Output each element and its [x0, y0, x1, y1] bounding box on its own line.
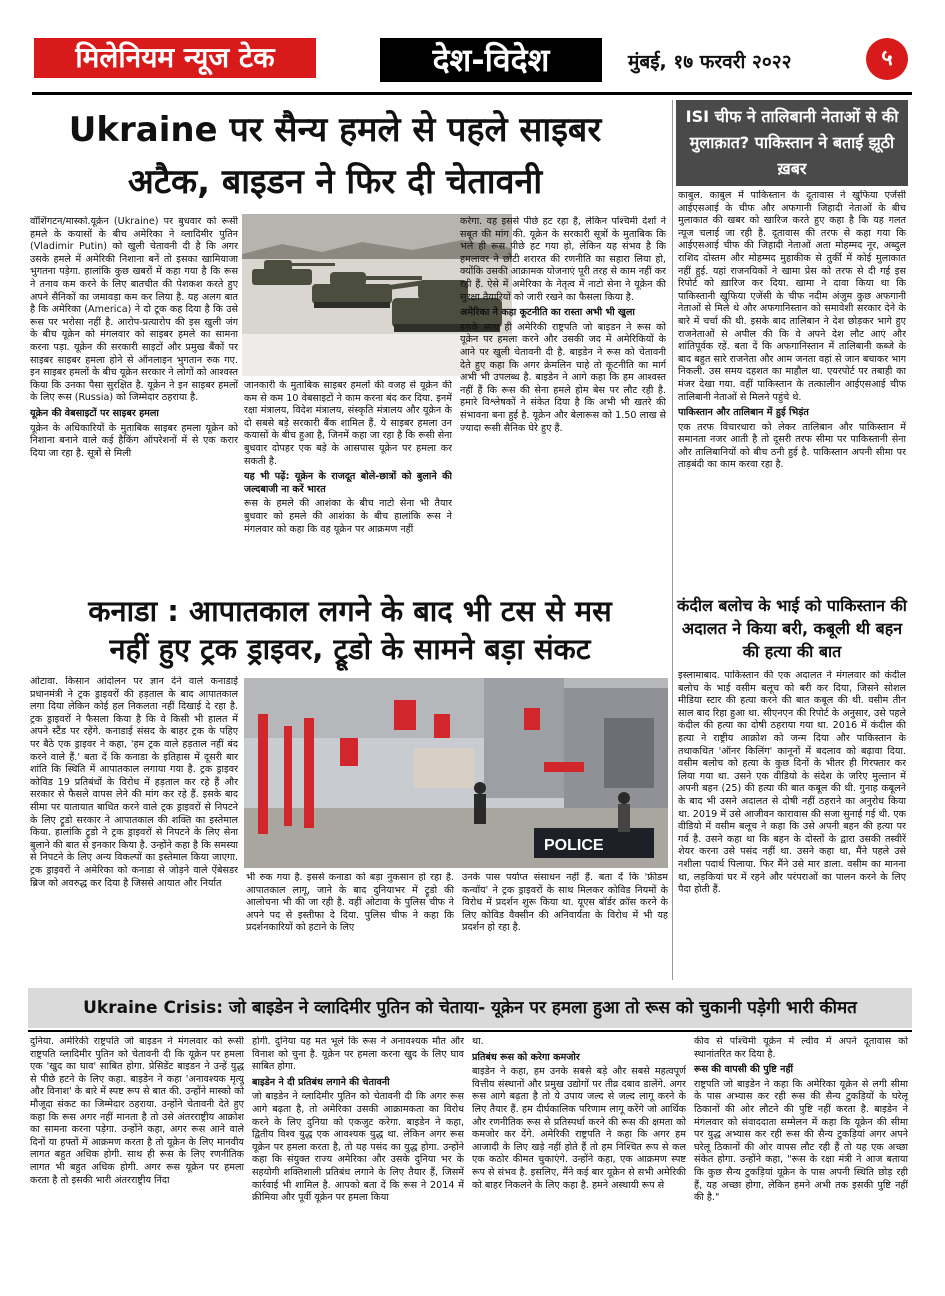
isi-body-text2: एक तरफ विचारधारा को लेकर तालिबान और पाकिस्तान में समानता नजर आती है तो दूसरी तरफ सीमा पर पाकिस्तानी सेना और तालिबानियों को बीच ठनी हुई है. पाकिस्तान अपनी सीमा पर ताड़बंदी का काम करवा रहा है. [678, 421, 906, 471]
canada-col1-text: ओटावा. किसान आंदोलन पर ज्ञान देने वाले कनाडाई प्रधानमंत्री ने ट्रक ड्राइवरों की हड़ताल के बाद आपातकाल लगा दिया लेकिन कोई हल निकलता नहीं दिखाई दे रहा है. ट्रक ड्राइवरों ने फैसला किया है कि वे किसी भी हालत में अपने स्टैंड पर रहेंगे. कनाडाई संसद के बाहर ट्रक के पहिए पर बैठे एक ड्राइवर ने कहा, 'हम ट्रक वाले हड़ताल नहीं बंद करने वाले हैं.' बता दें कि कनाडा के इतिहास में दूसरी बार शांति कि स्थिति में आपातकाल लगाया गया है. ट्रक ड्राइवर कोविड 19 प्रतिबंधों के विरोध में हड़ताल कर रहे हैं और सरकार से फैसले वापस लेने की मांग कर रहे हैं. इसके बाद सीमा पर यातायात बाधित करने वाले ट्रक ड्राइवरों से निपटने के लिए ट्रूडो सरकार ने आपातकाल की शक्ति का इस्तेमाल किया. हालांकि ट्रूडो ने ट्रक ड्राइवरों से निपटने के लिए सेना बुलाने की बात से इनकार किया है. उन्होंने कहा है कि समस्या से निपटने के लिए अन्य विकल्पों का इस्तेमाल किया जाएगा. ट्रक ड्राइवरों ने अमेरिका को कनाडा से जोड़ने वाले ऐंबेसडर ब्रिज को अवरुद्ध कर दिया है जिससे आयात और निर्यात [30, 676, 238, 889]
dateline: मुंबई, १७ फरवरी २०२२ [628, 51, 792, 73]
biden-putin-headline: Ukraine Crisis: जो बाइडेन ने व्लादिमीर पुतिन को चेताया- यूक्रेन पर हमला हुआ तो रूस को चुकानी पड़ेगी भारी कीमत [28, 988, 912, 1028]
canada-col3 [462, 872, 668, 980]
ukraine-col1-subhead: यूक्रेन की वेबसाइटों पर साइबर हमला [30, 407, 159, 419]
column-divider [672, 100, 673, 980]
biden-col1 [30, 1036, 244, 1206]
ukraine-col2 [244, 380, 452, 584]
isi-headline-box [676, 100, 908, 186]
biden-col2-subhead: बाइडेन ने दी प्रतिबंध लगाने की चेतावनी [252, 1076, 390, 1088]
ukraine-col3-subhead: अमेरिका ने कहा कूटनीति का रास्ता अभी भी खुला [460, 307, 635, 319]
ukraine-headline-line2: अटैक, बाइडन ने फिर दी चेतावनी [127, 162, 543, 202]
biden-col2 [252, 1036, 464, 1206]
band-rule [28, 1030, 912, 1032]
biden-col3-subhead: प्रतिबंध रूस को करेगा कमजोर [472, 1051, 580, 1063]
masthead-rule [32, 92, 912, 95]
isi-headline: ISI चीफ ने तालिबानी नेताओं से की मुलाक़ात? पाकिस्तान ने बताई झूठी ख़बर [685, 107, 899, 178]
canada-col3-text: उनके पास पर्याप्त संसाधन नहीं हैं. बता दें कि 'फ्रीडम कन्वॉय' ने ट्रक ड्राइवरों के साथ मिलकर कोविड नियमों के विरोध में प्रदर्शन शुरू किया था. यूएस बॉर्डर क्रॉस करने के लिए कोविड वैक्सीन की अनिवार्यता के विरोध में भी यह प्रदर्शन हो रहा है. [462, 872, 668, 934]
biden-col4-text2: राष्ट्रपति जो बाइडेन ने कहा कि अमेरिका यूक्रेन से लगी सीमा के पास अभ्यास कर रही रूस की सैन्य टुकड़ियों के घरेलू ठिकानों की ओर लौटने की पुष्टि नहीं करता है. बाइडेन ने मंगलवार को संवाददाता सम्मेलन में कहा कि यूक्रेन की सीमा पर युद्ध अभ्यास कर रही रूस की सैन्य टुकड़ियां अगर अपने घरेलू ठिकानों की ओर वापस लौट रही हैं तो यह एक अच्छा संकेत होगा. उन्होंने कहा, "रूस के रक्षा मंत्री ने आज बताया कि कुछ सैन्य टुकड़ियां यूक्रेन के पास अपनी स्थिति छोड़ रही हैं, यह अच्छा होगा, लेकिन हमने अभी तक इसकी पुष्टि नहीं की है." [694, 1078, 908, 1204]
canada-headline [30, 592, 670, 668]
ukraine-col1-text: वॉशिंगटन/मास्को.यूक्रेन (Ukraine) पर बुधवार को रूसी हमले के कयासों के बीच अमेरिका ने व्लादिमीर पुतिन (Vladimir Putin) को खुली चेतावनी दी है कि अगर उसके हमले में अमेरिकी निशाना बनें तो इसका खामियाजा भुगतना पड़ेगा. हालांकि कुछ खबरों में कहा गया है कि रूस ने तनाव कम करने के लिए बातचीत की पेशकश करते हुए अपने सैनिकों का जमावड़ा कम कर लिया है. यह अलग बात है कि अमेरिका (America) ने दो टूक कह दिया है कि उसे रूस पर भरोसा नहीं है. आरोप-प्रत्यारोप की इस खुली जंग के बीच यूक्रेन को मंगलवार को साइबर हमले का सामना करना पड़ा. यूक्रेन की सरकारी साइटों और प्रमुख बैंकों पर साइबर साइबर हमला होने से ऑनलाइन भुगतान रुक गए. इन साइबर हमलों के बीच यूक्रेन सरकार ने लोगों को आश्वस्त किया कि उनका पैसा सुरक्षित है. यूक्रेन ने इन साइबर हमलों के लिए रूस (Russia) को जिम्मेदार ठहराया है. [30, 216, 238, 404]
canada-protest-photo [244, 678, 668, 868]
biden-col4-subhead: रूस की वापसी की पुष्टि नहीं [694, 1064, 794, 1076]
qandeel-body [678, 670, 906, 982]
ukraine-col2-text2: रूस के हमले की आशंका के बीच नाटो सेना भी तैयार बुधवार को हमले की आशंका के बीच हालांकि रूस ने मंगलवार को कहा कि वह यूक्रेन पर आक्रमण नहीं [244, 498, 452, 535]
canada-headline-line2: नहीं हुए ट्रक ड्राइवर, ट्रूडो के सामने बड़ा संकट [109, 632, 591, 666]
newspaper-name: मिलेनियम न्यूज टेक [34, 38, 316, 78]
ukraine-col1-text2: यूक्रेन के अधिकारियों के मुताबिक साइबर हमला यूक्रेन को निशाना बनाने वाले कई हैकिंग ऑपरेशनों में से एक करार दिया जा रहा है. सूत्रों से मिली [30, 422, 238, 459]
page-number: ५ [866, 38, 908, 80]
canada-col2-text: भी रुक गया है. इससे कनाडा को बड़ा नुकसान हो रहा है. आपातकाल लागू, जाने के बाद दुनियाभर में ट्रूडो की आलोचना भी की जा रही है. वहीं ओटावा के पुलिस चीफ ने अपने पद से इस्तीफा दे दिया. पुलिस चीफ ने कहा कि प्रदर्शनकारियों को हटाने के लिए [246, 872, 454, 934]
ukraine-col3-text2: इसके साथ ही अमेरिकी राष्ट्रपति जो बाइडन ने रूस को यूक्रेन पर हमला करने और उसकी जद में अमेरिकियों के आने पर खुली चेतावनी दी है. बाइडेन ने रूस को चेतावनी देते हुए कहा कि अगर क्रेमलिन चाहे तो कूटनीति का मार्ग अभी भी उपलब्ध है. बाइडेन ने आगे कहा कि हम आश्वस्त नहीं हैं कि रूस की सेना हमले होम बेस पर लौट रही है. हमारे विश्लेषकों ने संकेत दिया है कि अभी भी खतरे की संभावना बना हुई है. यूक्रेन और बेलारूस को 1.50 लाख से ज्यादा रूसी सैनिक घेरे हुए हैं. [460, 321, 666, 434]
ukraine-col1 [30, 216, 238, 584]
canada-col2 [246, 872, 454, 980]
isi-body-text: काबुल. काबुल में पाकिस्तान के दूतावास ने खुफिया एजेंसी आईएसआई के चीफ और अफगानी जिहादी नेताओं के बीच मुलाकात की खबर को खारिज करते हुए कहा है कि यह गलत न्यूज चलाई जा रही है. दूतावास की तरफ से कहा गया कि आईएसआई चीफ की जिहादी नेताओं अता मोहम्मद नूर, अब्दुल राशिद दोस्तम और मोहम्मद मुहाकीक से तुर्की में कोई मुलाकात नहीं हुई. यहां राजनयिकों ने खामा प्रेस को तरफ से दी गई इस रिपोर्ट को ख़ारिज कर दिया. खामा ने दावा किया था कि पाकिस्तानी खुफिया एजेंसी के चीफ नदीम अंजुम कुछ अफगानी नेताओं से मिले थे और अफगानिस्तान को समावेशी सरकार देने के बारे में चर्चा की थी. इसके बाद तालिबान ने देश छोड़कर भागे हुए राजनेताओं से अपील की कि वे अपने देश लौट आएं और शांतिपूर्वक रहें. बता दें कि अफगानिस्तान में तालिबानी कब्जे के बाद बहुत सारे राजनेता और आम जनता वहां से जान बचाकर भाग निकली. उस समय दहशत का माहौल था. एयरपोर्ट पर तबाही का मंजर देखा गया. वहीं पाकिस्तान के तत्कालीन आईएसआई चीफ तालिबानी नेताओं से मिलने पहुंचे थे. [678, 190, 906, 403]
masthead [28, 38, 918, 84]
biden-col3-text: था. [472, 1036, 484, 1047]
section-title: देश-विदेश [380, 38, 602, 82]
biden-col4-text: कीव से पश्चिमी यूक्रेन में ल्वीव में अपने दूतावास को स्थानांतरित कर दिया है. [694, 1036, 908, 1060]
ukraine-col2-text: जानकारी के मुताबिक साइबर हमलों की वजह से यूक्रेन की कम से कम 10 वेबसाइटों ने काम करना बंद कर दिया. इनमें रक्षा मंत्रालय, विदेश मंत्रालय, संस्कृति मंत्रालय और यूक्रेन के दो सबसे बड़े सरकारी बैंक शामिल हैं. ये साइबर हमला उन कयासों के बीच हुआ है, जिनमें कहा जा रहा है कि रूसी सेना बुधवार दोपहर एक बड़े के आसपास यूक्रेन पर हमला कर सकती है. [244, 380, 452, 467]
isi-subhead: पाकिस्तान और तालिबान में हुई भिड़ंत [678, 407, 809, 419]
ukraine-col3-text: करेगा. वह इससे पीछे हट रहा है, लेकिन पश्चिमी देशों ने सबूत की मांग की. यूक्रेन के सरकारी सूत्रों के मुताबिक कि भले ही रूस पीछे हट गया हो, लेकिन यह संभव है कि हमलावर ने छोटी शरारत की रणनीति का सहारा लिया हो, क्योंकि उसकी आक्रामक योजनाएं पूरी तरह से काम नहीं कर रही हैं. ऐसे में अमेरिका के नेतृत्व में नाटो सेना ने यूक्रेन की सुरक्षा तैयारियों को जारी रखने का फैसला किया है. [460, 216, 666, 303]
ukraine-headline [40, 104, 630, 208]
biden-col3-text2: बाइडेन ने कहा, हम उनके सबसे बड़े और सबसे महत्वपूर्ण वित्तीय संस्थानों और प्रमुख उद्योगों पर तीव्र दबाव डालेंगे. अगर रूस आगे बढ़ता है तो ये उपाय जल्द से जल्द लागू करने के लिए तैयार हैं. हम दीर्घकालिक परिणाम लागू करेंगे जो आर्थिक और रणनीतिक रूस से प्रतिस्पर्धा करने की रूस की क्षमता को कमजोर कर देंगे. अमेरिकी राष्ट्रपति ने कहा कि अगर हम आजादी के लिए खड़े नहीं होते हैं तो हम निश्चित रूप से कल एक कठोर कीमत चुकाएंगे. उन्होंने कहा, एक आक्रमण स्पष्ट रूप से संभव है. इसलिए, मैंने कई बार यूक्रेन से सभी अमेरिकी को बाहर निकलने के लिए कहा है. हमने अस्थायी रूप से [472, 1066, 686, 1191]
ukraine-col2-subhead: यह भी पढ़ें: यूक्रेन के राजदूत बोले-छात्रों को बुलाने की जल्दबाजी ना करें भारत [244, 471, 452, 495]
qandeel-body-text: इस्लामाबाद. पाकिस्तान की एक अदालत ने मंगलवार को कंदील बलोच के भाई वसीम बलूच को बरी कर दिया, जिसने सोशल मीडिया स्टार की हत्या करने की बात कबूल की थी. वसीम तीन साल बाद रिहा हुआ था. सीएनएन की रिपोर्ट के अनुसार, उसे पहले कंदील की हत्या का दोषी ठहराया गया था. 2016 में कंदील की हत्या ने राष्ट्रीय आक्रोश को जन्म दिया और पाकिस्तान के तथाकथित 'ऑनर किलिंग' कानूनों में बदलाव को बढ़ावा दिया. वसीम बलोच को हत्या के कुछ दिनों के भीतर ही गिरफ्तार कर लिया गया था. उसने एक वीडियो के संदेश के जरिए मुल्तान में अपनी बहन (25) की हत्या की बात कबूल की थी. गुनाह कबूलने के बाद भी उसने अदालत से दोषी नहीं ठहराने का अनुरोध किया था. 2019 में उसे आजीवन कारावास की सजा सुनाई गई थी. एक वीडियो में वसीम बलूच ने कहा कि उसे अपनी बहन की हत्या पर गर्व है. उसने कहा था कि बहन के दोस्तों के द्वारा उसकी तस्वीरें शेयर करना उसे पसंद नहीं था. उसने कहा था, मैंने पहले उसे नशीला पदार्थ पिलाया. फिर मैंने उसे मार डाला. वसीम का मानना था, लड़कियां घर में रहने और परंपराओं का पालन करने के लिए पैदा होती हैं. [678, 670, 906, 896]
biden-col4 [694, 1036, 908, 1206]
biden-col2-text: होगी. दुनिया यह मत भूले कि रूस ने अनावश्यक मौत और विनाश को चुना है. यूक्रेन पर हमला करना खुद के लिए घाव साबित होगा. [252, 1036, 464, 1073]
ukraine-col3 [460, 216, 666, 584]
isi-body [678, 190, 906, 508]
canada-col1 [30, 676, 238, 980]
police-sign: POLICE [544, 837, 604, 854]
canada-headline-line1: कनाडा : आपातकाल लगने के बाद भी टस से मस [88, 594, 612, 628]
biden-col3 [472, 1036, 686, 1206]
biden-col1-text: दुनिया. अमेरिकी राष्ट्रपति जो बाइडन ने मंगलवार को रूसी राष्ट्रपति व्लादिमीर पुतिन को चेतावनी दी कि यूक्रेन पर हमला एक 'खुद का घाव' साबित होगा. प्रेसिडेंट बाइडन ने उन्हें युद्ध से पीछे हटने के लिए कहा. बाइडेन ने कहा 'अनावश्यक मृत्यु और विनाश' के बारे में स्पष्ट रूप से बात की. उन्होंने मास्को को मौजूदा संकट का जिम्मेदार ठहराया. उन्होंने चेतावनी देते हुए कहा कि रूस अगर नहीं मानता है तो उसे अंतरराष्ट्रीय आक्रोश का सामना करना पड़ेगा. उन्होंने कहा, अगर रूस आने वाले दिनों या हफ्तों में आक्रमण करता है तो यूक्रेन के लिए मानवीय लागत बहुत अधिक होगी. साथ ही रूस के लिए रणनीतिक लागत भी बहुत अधिक होगी. अगर रूस यूक्रेन पर हमला करता है तो इसकी भारी अंतरराष्ट्रीय निंदा [30, 1036, 244, 1186]
biden-col2-text2: जो बाइडेन ने व्लादिमीर पुतिन को चेतावनी दी कि अगर रूस आगे बढ़ता है, तो अमेरिका उसकी आक्रामकता का विरोध करने के लिए दुनिया को एकजुट करेगा. बाइडेन ने कहा, द्वितीय विश्व युद्ध एक आवश्यक युद्ध था. लेकिन अगर रूस यूक्रेन पर हमला करता है, तो यह पसंद का युद्ध होगा. उन्होंने कहा कि संयुक्त राज्य अमेरिका और उसके दुनिया भर के सहयोगी शक्तिशाली प्रतिबंध लगाने के लिए तैयार हैं, जिसमें कार्रवाई भी शामिल है. आपको बता दें कि रूस ने 2014 में क्रीमिया और पूर्वी यूक्रेन पर हमला किया [252, 1091, 464, 1204]
ukraine-headline-line1: Ukraine पर सैन्य हमले से पहले साइबर [68, 110, 602, 150]
qandeel-headline: कंदील बलोच के भाई को पाकिस्तान की अदालत ने किया बरी, कबूली थी बहन की हत्या की बात [677, 596, 907, 661]
